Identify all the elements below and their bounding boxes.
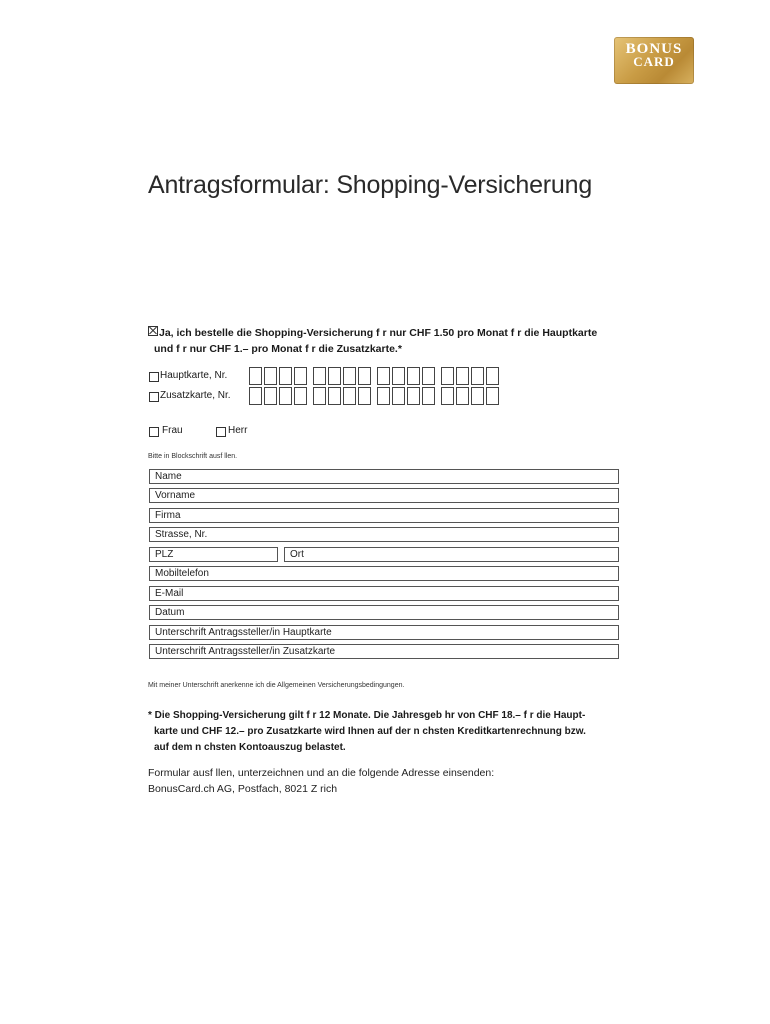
logo-line-2: CARD	[633, 54, 675, 69]
card-digit-box[interactable]	[343, 367, 356, 385]
frau-label: Frau	[162, 425, 183, 436]
hauptkarte-label: Hauptkarte, Nr.	[160, 370, 228, 381]
card-digit-box[interactable]	[358, 367, 371, 385]
name-field[interactable]: Name	[149, 469, 619, 484]
card-digit-box[interactable]	[264, 387, 277, 405]
card-digit-box[interactable]	[279, 387, 292, 405]
ort-field[interactable]: Ort	[284, 547, 619, 562]
card-digit-box[interactable]	[407, 387, 420, 405]
order-text-line-2: und f r nur CHF 1.– pro Monat f r die Zusatzkarte.*	[154, 343, 402, 355]
zusatzkarte-label: Zusatzkarte, Nr.	[160, 390, 231, 401]
card-digit-box[interactable]	[422, 387, 435, 405]
send-instructions	[148, 765, 494, 797]
card-digit-box[interactable]	[407, 367, 420, 385]
card-digit-box[interactable]	[328, 387, 341, 405]
blockschrift-hint: Bitte in Blockschrift ausf llen.	[148, 453, 238, 460]
card-digit-box[interactable]	[279, 367, 292, 385]
card-digit-box[interactable]	[471, 367, 484, 385]
card-digit-box[interactable]	[456, 387, 469, 405]
unterschrift-hauptkarte-field[interactable]: Unterschrift Antragssteller/in Hauptkarte	[149, 625, 619, 640]
card-digit-box[interactable]	[328, 367, 341, 385]
datum-field[interactable]: Datum	[149, 605, 619, 620]
card-digit-box[interactable]	[313, 387, 326, 405]
card-digit-box[interactable]	[486, 367, 499, 385]
herr-checkbox[interactable]	[216, 427, 226, 437]
frau-checkbox[interactable]	[149, 427, 159, 437]
vorname-field[interactable]: Vorname	[149, 488, 619, 503]
page-title: Antragsformular: Shopping-Versicherung	[148, 171, 593, 199]
card-digit-box[interactable]	[313, 367, 326, 385]
card-digit-box[interactable]	[392, 387, 405, 405]
card-digit-box[interactable]	[471, 387, 484, 405]
card-digit-box[interactable]	[294, 367, 307, 385]
card-digit-box[interactable]	[422, 367, 435, 385]
email-field[interactable]: E-Mail	[149, 586, 619, 601]
logo-line-1: BONUS	[625, 41, 683, 57]
card-digit-box[interactable]	[294, 387, 307, 405]
card-digit-box[interactable]	[486, 387, 499, 405]
bonuscard-logo	[614, 37, 694, 84]
strasse-field[interactable]: Strasse, Nr.	[149, 527, 619, 542]
firma-field[interactable]: Firma	[149, 508, 619, 523]
card-digit-box[interactable]	[264, 367, 277, 385]
card-digit-box[interactable]	[343, 387, 356, 405]
card-digit-box[interactable]	[392, 367, 405, 385]
card-digit-box[interactable]	[249, 387, 262, 405]
card-digit-box[interactable]	[441, 367, 454, 385]
zusatzkarte-checkbox[interactable]	[149, 392, 159, 402]
card-digit-box[interactable]	[249, 367, 262, 385]
footnote-line-2: karte und CHF 12.– pro Zusatzkarte wird Ihnen auf der n chsten Kreditkartenrechnung bzw.	[154, 726, 586, 737]
card-digit-box[interactable]	[377, 367, 390, 385]
order-text-line-1: Ja, ich bestelle die Shopping-Versicherung f r nur CHF 1.50 pro Monat f r die Hauptkarte	[159, 327, 598, 339]
card-digit-box[interactable]	[358, 387, 371, 405]
order-checkbox[interactable]	[148, 326, 158, 336]
footnote-line-1: * Die Shopping-Versicherung gilt f r 12 Monate. Die Jahresgeb hr von CHF 18.– f r die Haupt-	[148, 710, 586, 721]
plz-field[interactable]: PLZ	[149, 547, 278, 562]
hauptkarte-checkbox[interactable]	[149, 372, 159, 382]
mobiltelefon-field[interactable]: Mobiltelefon	[149, 566, 619, 581]
footnote	[148, 708, 628, 756]
card-digit-box[interactable]	[377, 387, 390, 405]
mailing-address: BonusCard.ch AG, Postfach, 8021 Z rich	[148, 783, 338, 795]
legal-notice: Mit meiner Unterschrift anerkenne ich die Allgemeinen Versicherungsbedingungen.	[148, 682, 405, 689]
card-digit-box[interactable]	[456, 367, 469, 385]
unterschrift-zusatzkarte-field[interactable]: Unterschrift Antragssteller/in Zusatzkarte	[149, 644, 619, 659]
herr-label: Herr	[228, 425, 248, 436]
send-instructions-line-1: Formular ausf llen, unterzeichnen und an die folgende Adresse einsenden:	[148, 767, 495, 779]
footnote-line-3: auf dem n chsten Kontoauszug belastet.	[154, 742, 346, 753]
card-digit-box[interactable]	[441, 387, 454, 405]
